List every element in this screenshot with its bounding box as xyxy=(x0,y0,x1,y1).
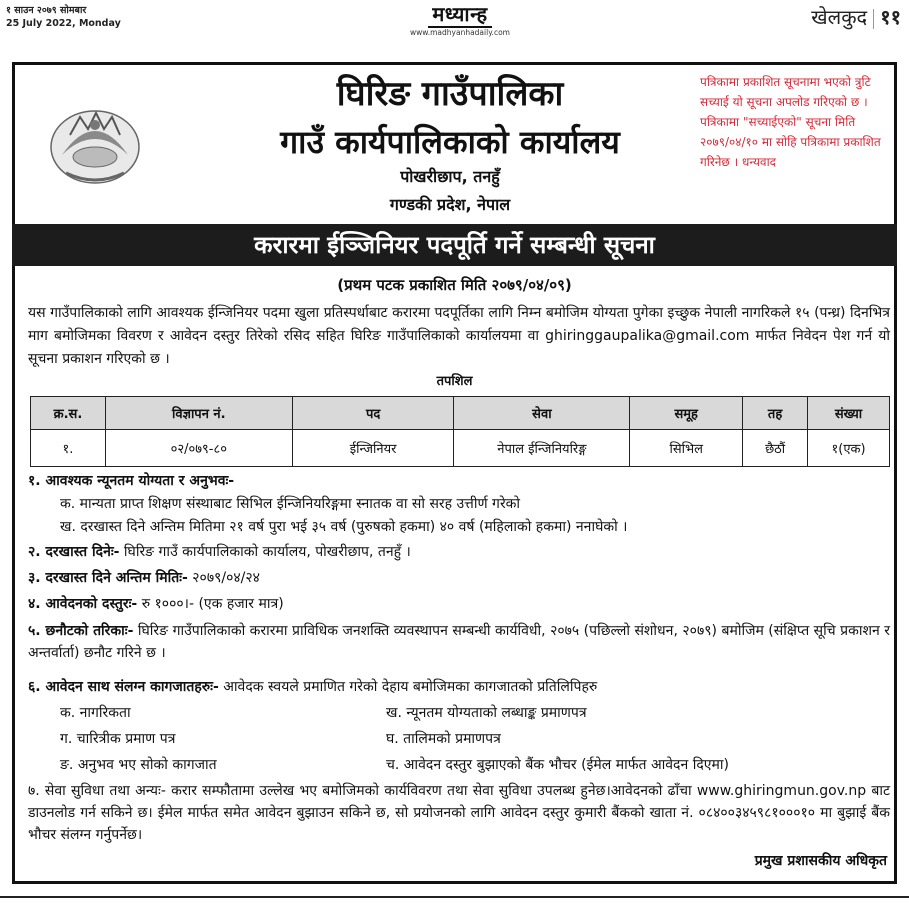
organization-name: घिरिङ गाउँपालिका xyxy=(336,74,564,114)
doc-item: घ. तालिमको प्रमाणपत्र xyxy=(386,731,501,747)
col-header-level: तह xyxy=(743,397,808,430)
office-name: गाउँ कार्यपालिकाको कार्यालय xyxy=(280,123,620,161)
section-4-title: ४. आवेदनको दस्तुरः- xyxy=(28,596,138,612)
section-2-text: घिरिङ गाउँ कार्यपालिकाको कार्यालय, पोखरीछाप, तनहुँ । xyxy=(119,544,411,560)
cell-level: छैठौं xyxy=(743,430,808,467)
section-3-text: २०७९/०४/२४ xyxy=(187,570,260,586)
signatory: प्रमुख प्रशासकीय अधिकृत xyxy=(754,853,887,869)
section-6-text: आवेदक स्वयले प्रमाणित गरेको देहाय बमोजिमका कागजातको प्रतिलिपिहरु xyxy=(218,679,598,695)
section-7: ७. सेवा सुविधा तथा अन्यः- करार सम्फौतामा उल्लेख भए बमोजिमको कार्यविवरण तथा सेवा सुविधा उपलब्ध हुनेछ।आवेदनको ढाँचा www.ghiringmun.gov.np बाट डाउनलोड गर्न सकिने छ। ईमेल मार्फत समेत आवेदन बुझाउन सकिने छ, सो प्रयोजनको लागि आवेदन दस्तुर कुमारी बैंकको खाता नं. ०८४००३४५९८१०००१० मा बुझाई बैंक भौचर संलग्न गर्नुपर्नेछ। xyxy=(28,783,890,843)
section-4 xyxy=(28,593,890,615)
cell-group: सिभिल xyxy=(630,430,743,467)
newspaper-url: www.madhyanhadaily.com xyxy=(410,28,510,37)
col-header-count: संख्या xyxy=(808,397,890,430)
office-address: पोखरीछाप, तनहुँ xyxy=(400,167,500,186)
page-number: ११ xyxy=(880,5,901,29)
cell-post: ईन्जिनियर xyxy=(292,430,454,467)
newspaper-masthead xyxy=(400,2,520,38)
col-header-serial: क्र.स. xyxy=(31,397,106,430)
page-bottom-rule xyxy=(0,896,909,898)
header-divider xyxy=(873,9,874,29)
section-6 xyxy=(28,676,890,698)
intro-paragraph: यस गाउँपालिकाको लागि आवश्यक ईन्जिनियर पदमा खुला प्रतिस्पर्धाबाट करारमा पदपूर्तिका लागि निम्न बमोजिम योग्यता पुगेका इच्छुक नेपाली नागरिकले १५ (पन्ध्र) दिनभित्र माग बमोजिमका विवरण र आवेदन दस्तुर तिरेको रसिद सहित घिरिङ गाउँपालिकाको कार्यालयमा वा ghiringgaupalika@gmail.com मार्फत निवेदन पेश गर्न यो सूचना प्रकाशन गरिएको छ । xyxy=(28,305,890,367)
table-row xyxy=(31,430,890,467)
province-country: गण्डकी प्रदेश, नेपाल xyxy=(389,195,511,214)
col-header-ad-no: विज्ञापन नं. xyxy=(105,397,292,430)
cell-count: १(एक) xyxy=(808,430,890,467)
nepal-emblem-icon xyxy=(40,95,150,190)
section-2-title: २. दरखास्त दिनेः- xyxy=(28,544,120,560)
col-header-service: सेवा xyxy=(454,397,630,430)
section-1-title: १. आवश्यक न्यूनतम योग्यता र अनुभवः- xyxy=(28,473,235,489)
page-section-header xyxy=(811,4,901,30)
section-5-text: घिरिङ गाउँपालिकाको करारमा प्राविधिक जनशक्ति व्यवस्थापन सम्बन्धी कार्यविधी, २०७५ (पछिल्लो संशोधन, २०७९) बमोजिम (संक्षिप्त सूचि प्रकाशन र अन्तर्वार्ता) छनौट गरिने छ । xyxy=(28,623,890,661)
section-name: खेलकुद xyxy=(811,5,868,29)
col-header-post: पद xyxy=(292,397,454,430)
table-header-row xyxy=(31,397,890,430)
section-1-item-a: क. मान्यता प्राप्त शिक्षण संस्थाबाट सिभिल ईन्जिनियरिङ्गमा स्नातक वा सो सरह उत्तीर्ण गरेको xyxy=(60,496,521,512)
issue-date-english: 25 July 2022, Monday xyxy=(6,18,121,29)
correction-note: पत्रिकामा प्रकाशित सूचनामा भएको त्रुटि सच्याई यो सूचना अपलोड गरिएको छ । पत्रिकामा "सच्याईएको" सूचना मिति २०७९/०४/१० मा सोहि पत्रिकामा प्रकाशित गरिनेछ । धन्यवाद xyxy=(700,75,881,169)
cell-service: नेपाल ईन्जिनियरिङ्ग xyxy=(454,430,630,467)
issue-date xyxy=(6,4,121,30)
cell-serial: १. xyxy=(31,430,106,467)
section-5 xyxy=(28,620,890,664)
section-4-text: रु १०००।- (एक हजार मात्र) xyxy=(137,596,284,612)
published-date: (प्रथम पटक प्रकाशित मिति २०७९/०४/०९) xyxy=(337,276,572,294)
col-header-group: समूह xyxy=(630,397,743,430)
section-1-item-b: ख. दरखास्त दिने अन्तिम मितिमा २१ वर्ष पुरा भई ३५ वर्ष (पुरुषको हकमा) ४० वर्ष (महिलाको हकमा) ननाघेको । xyxy=(60,519,628,535)
doc-item: ङ. अनुभव भए सोको कागजात xyxy=(60,757,217,773)
doc-item: क. नागरिकता xyxy=(60,705,131,721)
section-3-title: ३. दरखास्त दिने अन्तिम मितिः- xyxy=(28,570,188,586)
cell-ad-no: ०२/०७९-८० xyxy=(105,430,292,467)
vacancy-table xyxy=(30,396,890,467)
section-2 xyxy=(28,541,890,563)
section-3 xyxy=(28,567,890,589)
newspaper-logo: मध्यान्ह xyxy=(428,2,491,28)
doc-item: ग. चारित्रीक प्रमाण पत्र xyxy=(60,731,176,747)
section-5-title: ५. छनौटको तरिकाः- xyxy=(28,623,134,639)
doc-item: च. आवेदन दस्तुर बुझाएको बैंक भौचर (ईमेल मार्फत आवेदन दिएमा) xyxy=(386,757,729,773)
issue-date-nepali: १ साउन २०७९ सोमबार xyxy=(6,5,87,16)
section-6-title: ६. आवेदन साथ संलग्न कागजातहरुः- xyxy=(28,679,219,695)
doc-item: ख. न्यूनतम योग्यताको लब्धाङ्क प्रमाणपत्र xyxy=(386,705,587,721)
table-caption: तपशिल xyxy=(436,374,473,389)
notice-title: करारमा ईञ्जिनियर पदपूर्ति गर्ने सम्बन्धी सूचना xyxy=(12,224,897,266)
